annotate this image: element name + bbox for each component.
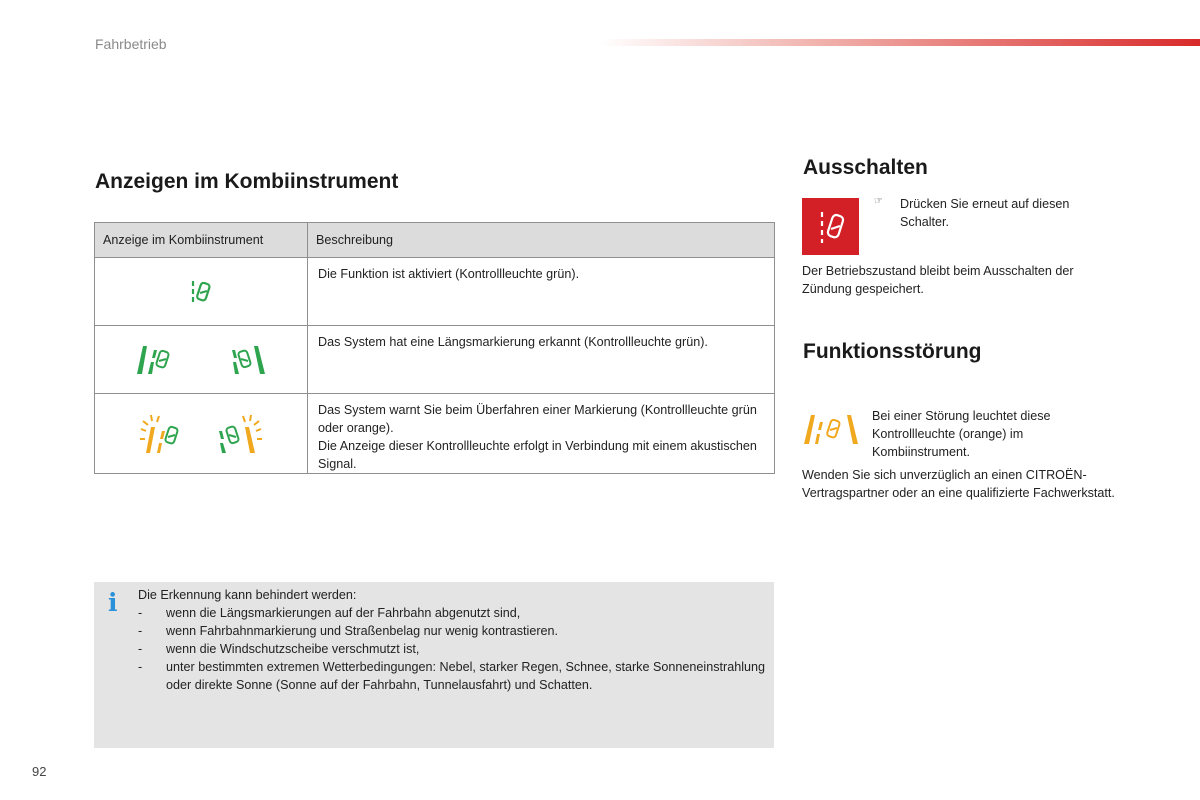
table-row <box>95 326 775 394</box>
info-icon: i <box>108 588 118 617</box>
section-heading-switch-off: Ausschalten <box>803 156 928 179</box>
table-row <box>95 258 775 326</box>
contact-note: Wenden Sie sich unverzüglich an einen CITROËN-Vertragspartner oder an eine qualifizierte Fachwerkstatt. <box>802 468 1115 500</box>
table-cell-icons <box>95 258 308 326</box>
fault-description: Bei einer Störung leuchtet diese Kontrollleuchte (orange) im Kombiinstrument. <box>872 409 1051 459</box>
state-note: Der Betriebszustand bleibt beim Ausschalten der Zündung gespeichert. <box>802 264 1074 296</box>
list-item: - unter bestimmten extremen Wetterbedingungen: Nebel, starker Regen, Schnee, starke Sonneneinstrahlung oder direkte Sonne (Sonne auf der Fahrbahn, Tunnelausfahrt) und Schatten. <box>138 660 766 692</box>
table-row <box>95 394 775 474</box>
lane-detected-right-green-icon <box>228 344 268 376</box>
lane-assist-icon <box>802 198 859 255</box>
header-accent-bar <box>600 39 1200 46</box>
lane-warning-left-icon <box>139 413 187 455</box>
table-cell-icons <box>95 394 308 474</box>
table-cell-icons <box>95 326 308 394</box>
list-item: - wenn Fahrbahnmarkierung und Straßenbelag nur wenig kontrastieren. <box>138 624 559 638</box>
info-text <box>138 586 766 694</box>
section-heading-fault: Funktionsstörung <box>803 340 982 363</box>
table-cell-description <box>308 394 775 474</box>
table-header-description: Beschreibung <box>308 223 775 258</box>
description-text: Das System warnt Sie beim Überfahren einer Markierung (Kontrollleuchte grün oder orange). Die Anzeige dieser Kontrollleuchte erfolgt in Verbindung mit einem akustischen Signal. <box>318 403 757 471</box>
lane-assist-switch-button <box>802 198 859 255</box>
lane-detected-left-green-icon <box>134 344 174 376</box>
table-cell-description: Das System hat eine Längsmarkierung erkannt (Kontrollleuchte grün). <box>308 326 775 394</box>
page-number: 92 <box>32 764 47 779</box>
list-item: - wenn die Windschutzscheibe verschmutzt ist, <box>138 642 420 656</box>
table-header-row <box>95 223 775 258</box>
lane-keep-green-icon <box>189 278 213 306</box>
section-heading-indicators: Anzeigen im Kombiinstrument <box>95 170 399 193</box>
info-intro: Die Erkennung kann behindert werden: <box>138 588 357 602</box>
pointer-bullet-icon: ☞ <box>874 196 883 207</box>
list-item: - wenn die Längsmarkierungen auf der Fahrbahn abgenutzt sind, <box>138 606 521 620</box>
section-label: Fahrbetrieb <box>95 36 167 52</box>
table-cell-description: Die Funktion ist aktiviert (Kontrollleuchte grün). <box>308 258 775 326</box>
press-instruction: Drücken Sie erneut auf diesen Schalter. <box>900 197 1070 229</box>
indicator-table <box>94 222 775 474</box>
table-header-display: Anzeige im Kombiinstrument <box>95 223 308 258</box>
lane-fault-orange-icon <box>802 412 860 446</box>
lane-warning-right-icon <box>215 413 263 455</box>
